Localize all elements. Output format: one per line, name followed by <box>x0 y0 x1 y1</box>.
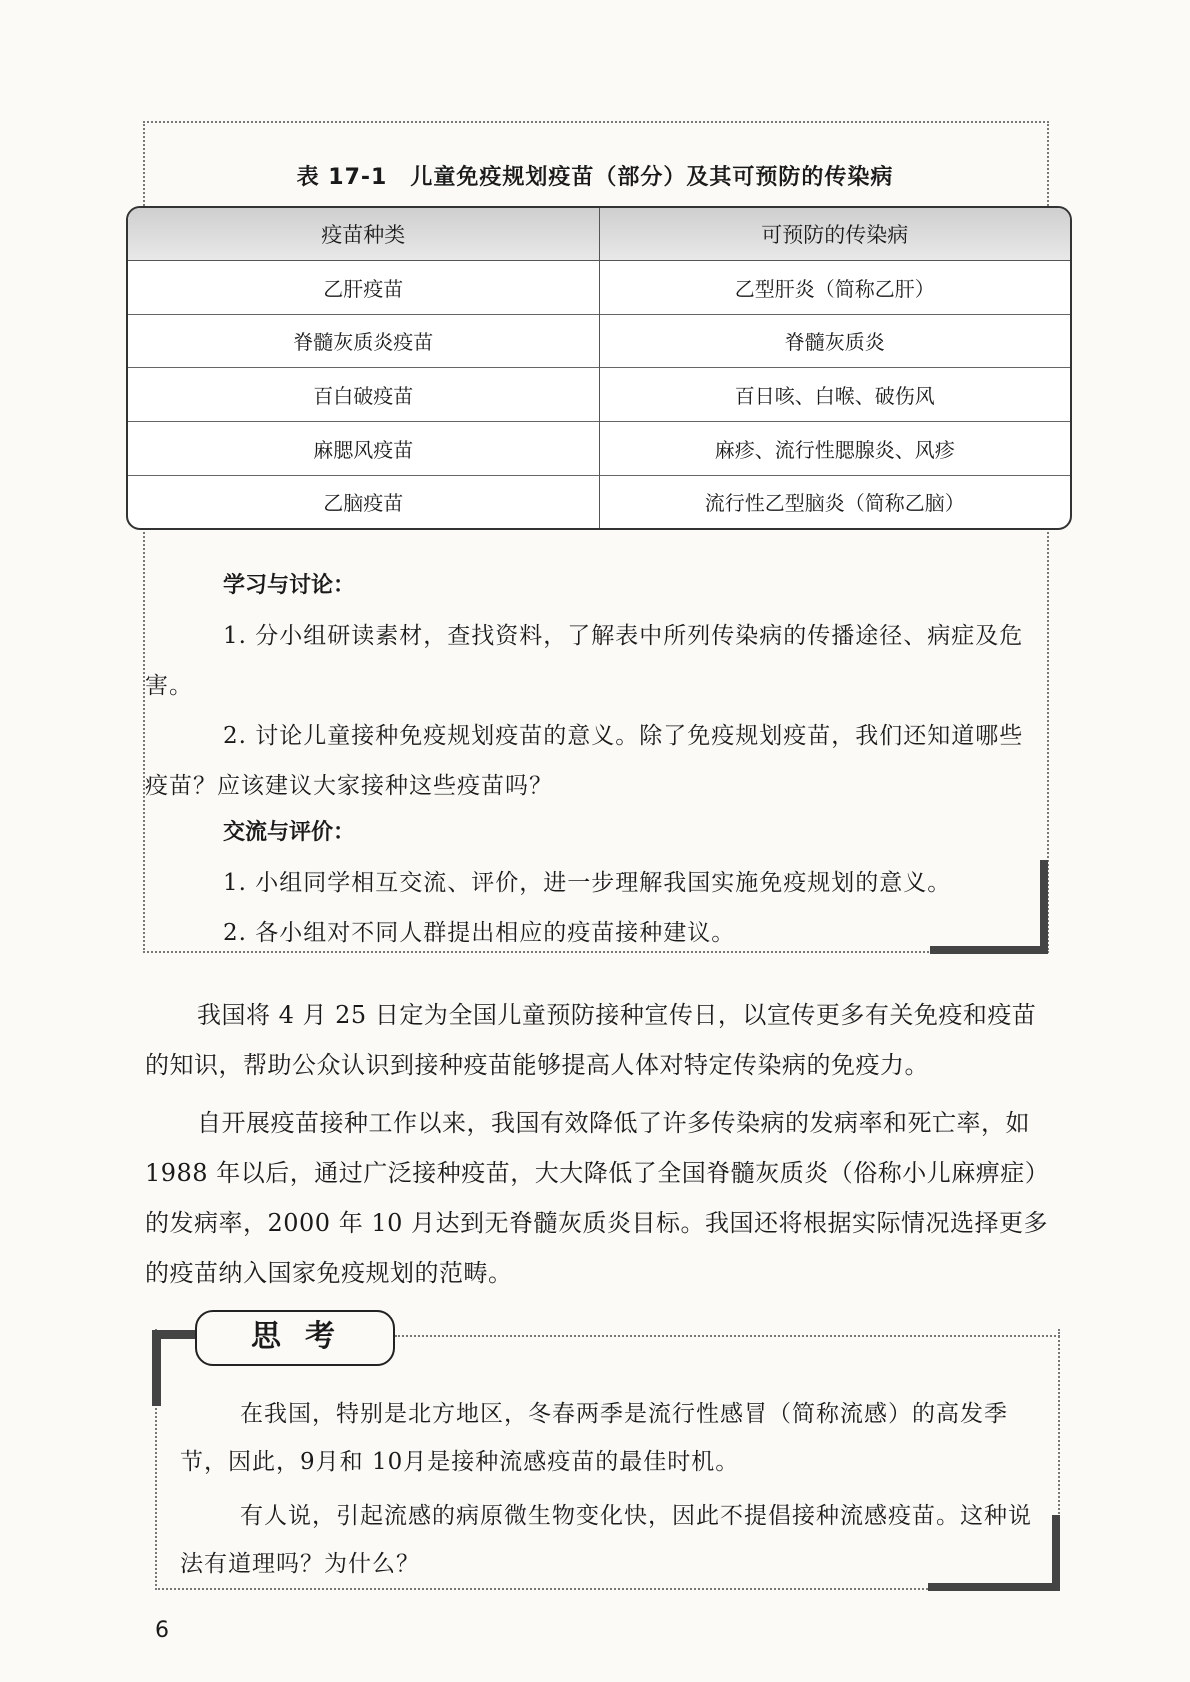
table-row <box>128 475 1070 528</box>
think-paragraph: 有人说，引起流感的病原微生物变化快，因此不提倡接种流感疫苗。这种说法有道理吗？为什么？ <box>180 1503 1032 1577</box>
body-paragraph: 自开展疫苗接种工作以来，我国有效降低了许多传染病的发病率和死亡率，如 1988 年以后，通过广泛接种疫苗，大大降低了全国脊髓灰质炎（俗称小儿麻痹症）的发病率，2000 年 10 月达到无脊髓灰质炎目标。我国还将根据实际情况选择更多的疫苗纳入国家免疫规划的范畴。 <box>145 1109 1050 1287</box>
body-text <box>145 990 1055 1306</box>
corner-mark <box>152 1330 198 1339</box>
table-row <box>128 314 1070 368</box>
table-cell: 乙脑疫苗 <box>128 475 599 528</box>
table-header: 疫苗种类 <box>128 208 599 261</box>
body-paragraph: 我国将 4 月 25 日定为全国儿童预防接种宣传日，以宣传更多有关免疫和疫苗的知识，帮助公众认识到接种疫苗能够提高人体对特定传染病的免疫力。 <box>145 1001 1037 1079</box>
table-cell: 脊髓灰质炎 <box>599 314 1070 368</box>
table-cell: 百白破疫苗 <box>128 368 599 422</box>
table-cell: 乙型肝炎（简称乙肝） <box>599 261 1070 315</box>
corner-mark <box>1040 860 1048 954</box>
table-cell: 脊髓灰质炎疫苗 <box>128 314 599 368</box>
table-cell: 乙肝疫苗 <box>128 261 599 315</box>
study-item: 2. 讨论儿童接种免疫规划疫苗的意义。除了免疫规划疫苗，我们还知道哪些疫苗？应该建议大家接种这些疫苗吗？ <box>145 723 1024 799</box>
page-number: 6 <box>155 1618 169 1643</box>
table-cell: 麻腮风疫苗 <box>128 421 599 475</box>
vaccine-table <box>126 206 1072 530</box>
corner-mark <box>1052 1515 1060 1591</box>
table-row <box>128 261 1070 315</box>
table-row <box>128 421 1070 475</box>
exchange-item: 1. 小组同学相互交流、评价，进一步理解我国实施免疫规划的意义。 <box>223 870 952 896</box>
think-paragraph: 在我国，特别是北方地区，冬春两季是流行性感冒（简称流感）的高发季节，因此，9月和 10月是接种流感疫苗的最佳时机。 <box>180 1401 1008 1475</box>
exchange-item: 2. 各小组对不同人群提出相应的疫苗接种建议。 <box>223 920 736 946</box>
activity-content <box>145 568 1025 958</box>
study-item: 1. 分小组研读素材，查找资料，了解表中所列传染病的传播途径、病症及危害。 <box>145 623 1024 699</box>
table-caption: 表 17-1 儿童免疫规划疫苗（部分）及其可预防的传染病 <box>296 165 894 190</box>
table-cell: 流行性乙型脑炎（简称乙脑） <box>599 475 1070 528</box>
table-cell: 麻疹、流行性腮腺炎、风疹 <box>599 421 1070 475</box>
table-row <box>128 368 1070 422</box>
exchange-heading: 交流与评价： <box>223 820 356 845</box>
table-header: 可预防的传染病 <box>599 208 1070 261</box>
study-heading: 学习与讨论： <box>223 573 356 598</box>
table-cell: 百日咳、白喉、破伤风 <box>599 368 1070 422</box>
corner-mark <box>152 1330 161 1406</box>
think-top-border <box>395 1335 1060 1337</box>
think-content <box>180 1390 1040 1594</box>
think-title: 思考 <box>195 1310 395 1366</box>
